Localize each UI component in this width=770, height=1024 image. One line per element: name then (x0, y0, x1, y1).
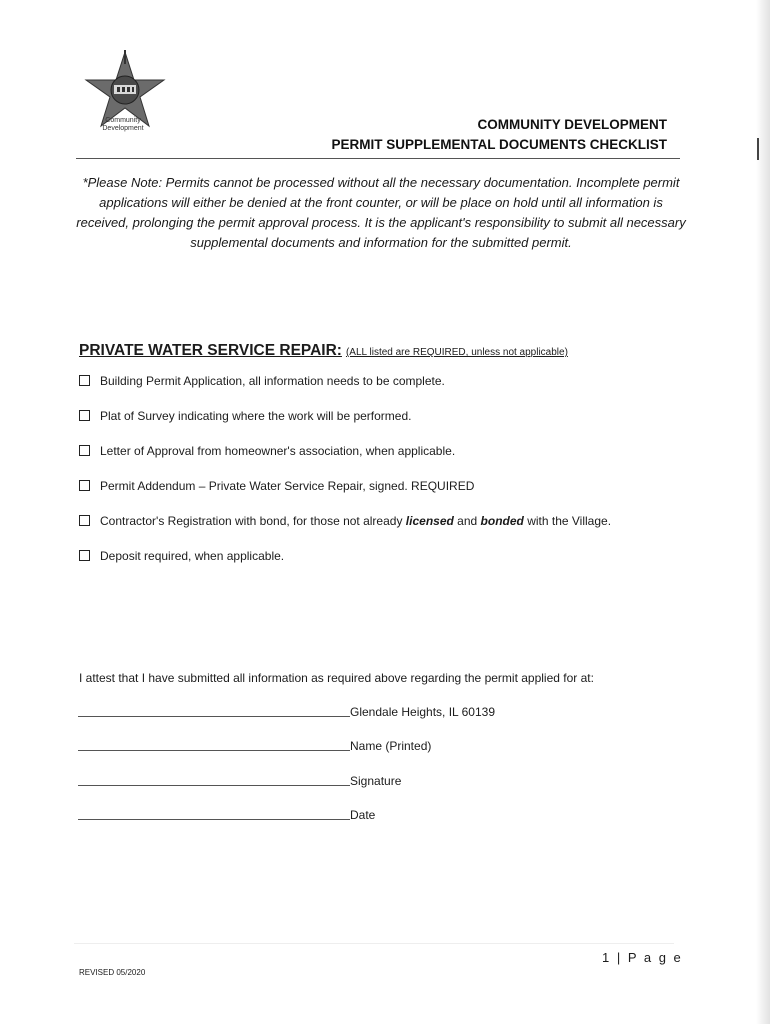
fill-line (78, 819, 350, 820)
logo-caption (88, 117, 158, 133)
date-field[interactable] (78, 807, 375, 823)
date-label: Date (350, 808, 376, 822)
address-label: Glendale Heights, IL 60139 (350, 705, 495, 719)
checkbox[interactable] (79, 375, 90, 386)
checklist-item (79, 443, 719, 478)
scan-mark (757, 138, 759, 160)
checklist-item-text: Building Permit Application, all information needs to be complete. (100, 374, 445, 388)
note-paragraph: *Please Note: Permits cannot be processed without all the necessary documentation. Incomplete permit applications will either be denied at the front counter, or will be place on hold until all information is received, prolonging the permit approval process. It is the applicant's responsibility to submit all necessary supplemental documents and information for the submitted permit. (76, 175, 686, 250)
text-segment: and (453, 514, 481, 528)
checklist (79, 373, 719, 583)
fill-line (78, 785, 350, 786)
fill-line (78, 750, 350, 751)
checkbox[interactable] (79, 445, 90, 456)
title-line-2: PERMIT SUPPLEMENTAL DOCUMENTS CHECKLIST (331, 137, 667, 152)
checklist-item (79, 408, 719, 443)
address-field[interactable] (78, 704, 495, 720)
header-divider (76, 158, 680, 159)
name-label: Name (Printed) (350, 739, 432, 753)
signature-field[interactable] (78, 773, 401, 789)
revision-date: REVISED 05/2020 (79, 968, 146, 977)
footer-divider (74, 943, 674, 944)
checklist-item-text: Letter of Approval from homeowner's association, when applicable. (100, 444, 456, 458)
checklist-item (79, 548, 719, 583)
title-line-1: COMMUNITY DEVELOPMENT (477, 117, 667, 132)
checkbox[interactable] (79, 515, 90, 526)
section-heading (79, 342, 568, 360)
checklist-item (79, 513, 719, 548)
section-title: PRIVATE WATER SERVICE REPAIR: (79, 342, 342, 359)
checklist-item (79, 373, 719, 408)
page-title (331, 115, 667, 155)
signature-label: Signature (350, 774, 402, 788)
page-number: 1 | P a g e (602, 950, 683, 965)
attestation-text: I attest that I have submitted all information as required above regarding the permit applied for at: (79, 671, 594, 685)
checkbox[interactable] (79, 550, 90, 561)
checklist-item-text: Plat of Survey indicating where the work will be performed. (100, 409, 412, 423)
logo-caption-line2: Development (102, 125, 144, 132)
checklist-item-text (100, 513, 611, 529)
logo-caption-line1: Community (105, 117, 141, 124)
checkbox[interactable] (79, 410, 90, 421)
text-segment: Contractor's Registration with bond, for those not already (100, 514, 406, 528)
section-subtitle: (ALL listed are REQUIRED, unless not applicable) (345, 347, 568, 358)
emphasis-licensed: licensed (405, 514, 454, 528)
emphasis-bonded: bonded (480, 514, 524, 528)
text-segment: with the Village. (523, 514, 612, 528)
checkbox[interactable] (79, 480, 90, 491)
fill-line (78, 716, 350, 717)
checklist-item-text: Permit Addendum – Private Water Service Repair, signed. REQUIRED (100, 479, 475, 493)
name-field[interactable] (78, 738, 431, 754)
checklist-item (79, 478, 719, 513)
checklist-item-text: Deposit required, when applicable. (100, 549, 285, 563)
